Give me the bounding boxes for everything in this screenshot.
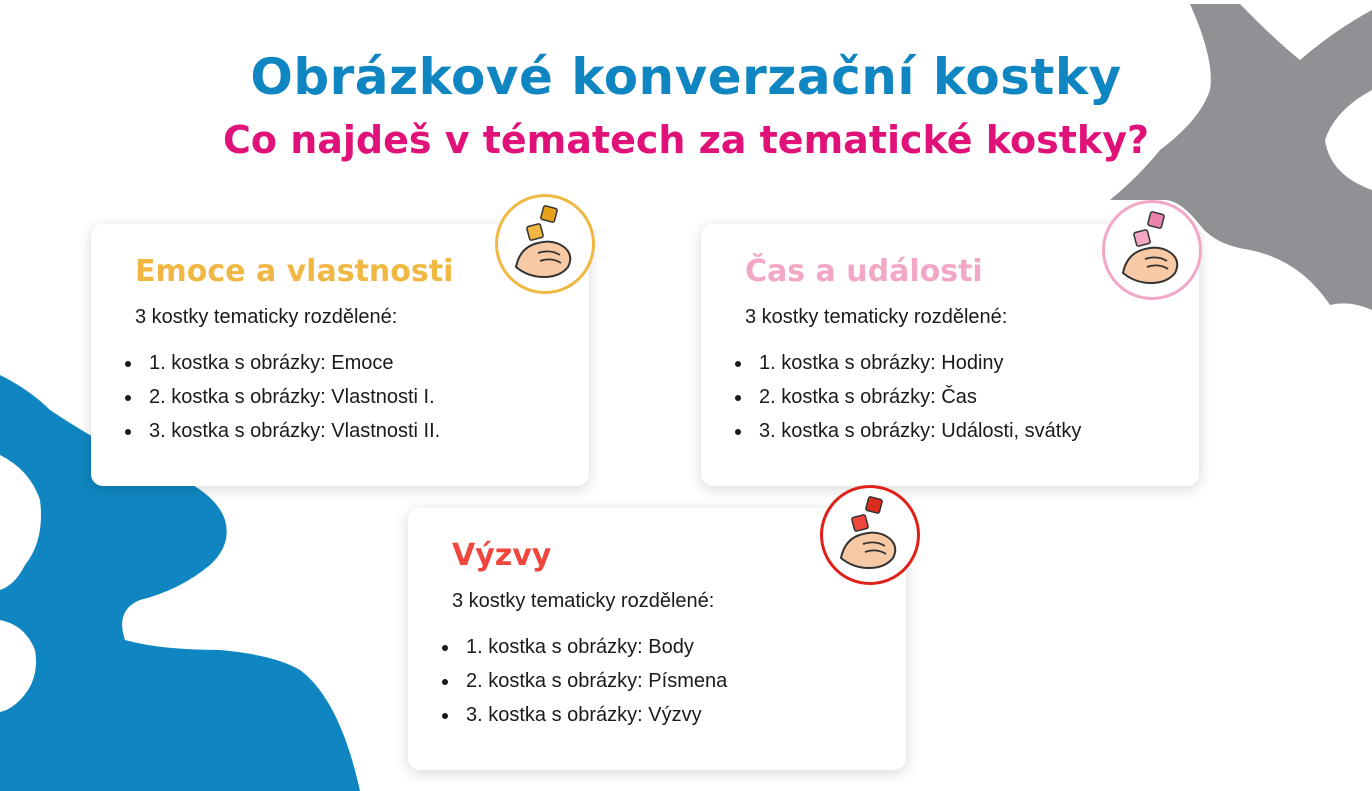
list-item: • 2. kostka s obrázky: Vlastnosti I. [143,380,440,414]
list-item: • 1. kostka s obrázky: Body [460,630,727,664]
page-title: Obrázkové konverzační kostky [250,48,1122,106]
list-item: • 3. kostka s obrázky: Vlastnosti II. [143,414,440,448]
hand-with-dice-icon [820,485,920,585]
card-title: Výzvy [452,538,552,573]
list-item: • 2. kostka s obrázky: Písmena [460,664,727,698]
card-item-list [735,346,1081,448]
list-item: • 2. kostka s obrázky: Čas [753,380,1081,414]
card-intro: 3 kostky tematicky rozdělené: [135,306,398,328]
list-item: • 3. kostka s obrázky: Události, svátky [753,414,1081,448]
list-item: • 1. kostka s obrázky: Hodiny [753,346,1081,380]
page-subtitle: Co najdeš v tématech za tematické kostky? [222,118,1150,162]
card-intro: 3 kostky tematicky rozdělené: [745,306,1008,328]
hand-with-dice-icon [1102,200,1202,300]
card-intro: 3 kostky tematicky rozdělené: [452,590,715,612]
card-title: Emoce a vlastnosti [135,254,454,289]
hand-with-dice-icon [495,194,595,294]
card-item-list [442,630,727,732]
list-item: • 1. kostka s obrázky: Emoce [143,346,440,380]
list-item: • 3. kostka s obrázky: Výzvy [460,698,727,732]
card-title: Čas a události [745,254,983,289]
card-item-list [125,346,440,448]
